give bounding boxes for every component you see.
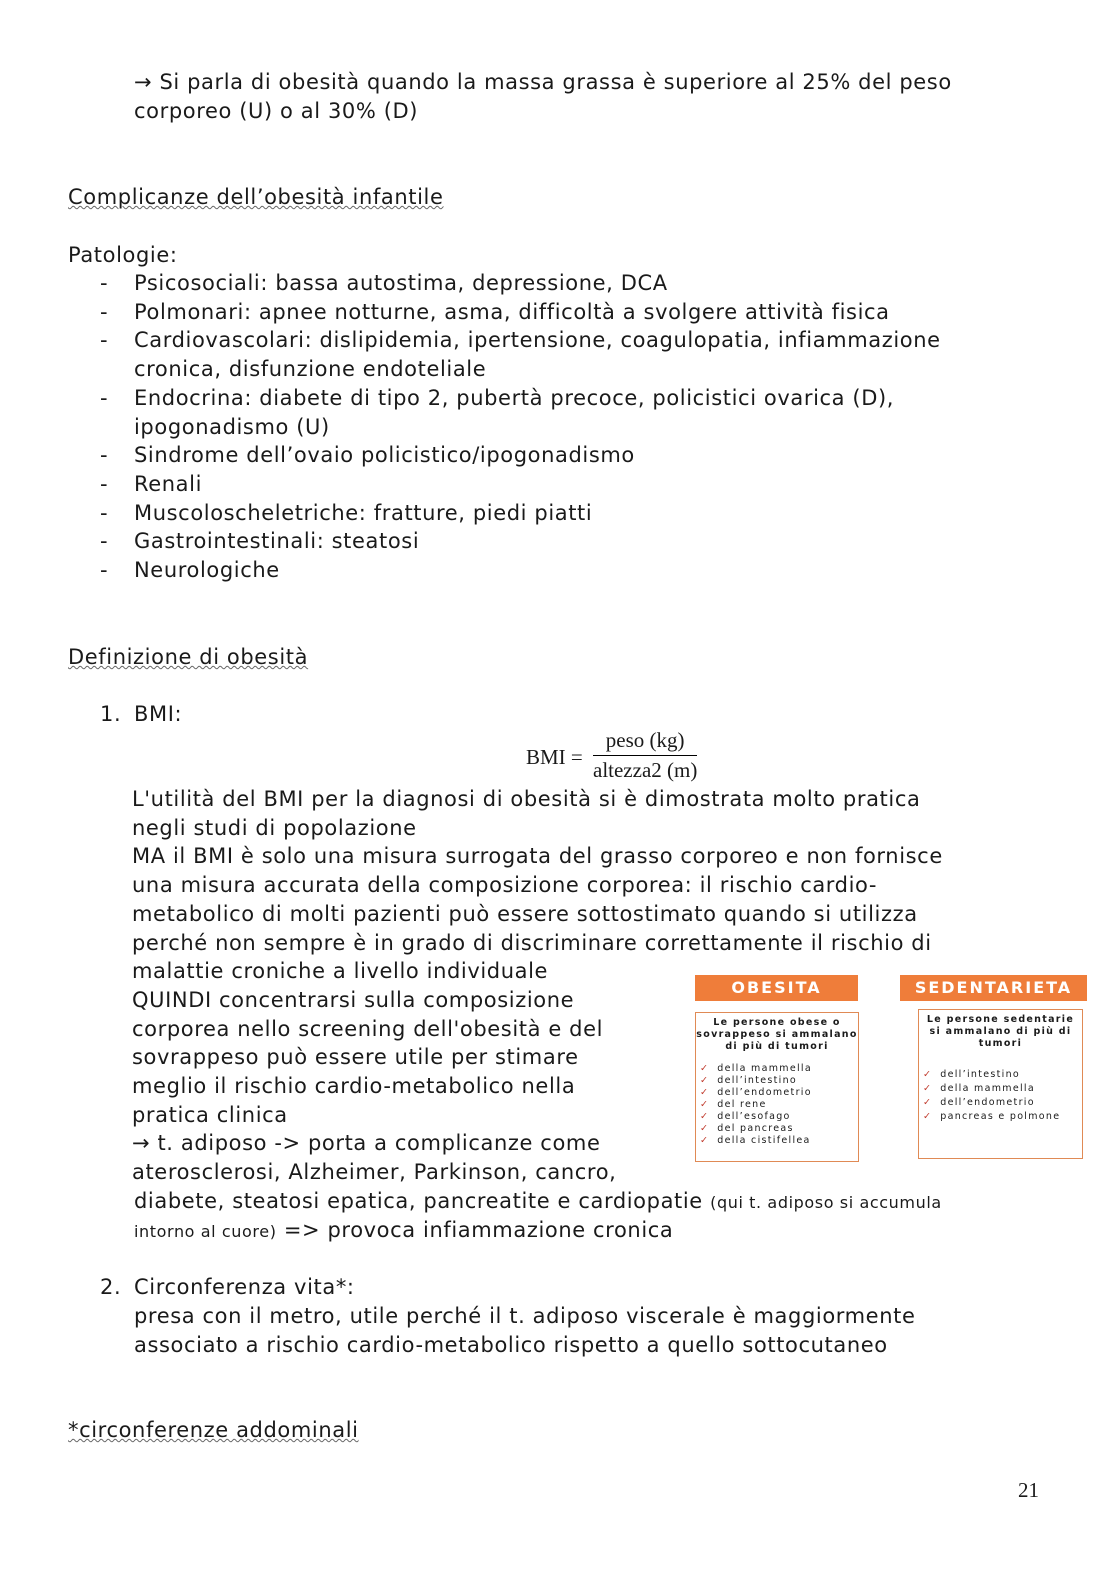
bmi-line: perché non sempre è in grado di discriminare correttamente il rischio di (132, 930, 932, 955)
bmi-line (134, 1187, 942, 1217)
section-heading-definition: Definizione di obesità (68, 645, 309, 669)
tumor-label: dell’endometrio (717, 1087, 812, 1098)
obesita-title: Le persone obese o sovrappeso si ammalano di più di tumori (696, 1017, 858, 1052)
check-icon: ✓ (923, 1111, 933, 1122)
bmi-line: corporea nello screening dell'obesità e del (132, 1016, 604, 1041)
tumor-item (700, 1123, 858, 1135)
note: intorno al cuore) (134, 1222, 277, 1241)
formula-numerator: peso (kg) (593, 728, 697, 756)
bmi-line (134, 1216, 673, 1246)
check-icon: ✓ (700, 1135, 710, 1146)
bullet: - (100, 385, 109, 410)
bullet: - (100, 471, 109, 496)
waist-line: associato a rischio cardio-metabolico rispetto a quello sottocutaneo (134, 1333, 888, 1357)
sedentarieta-list (923, 1068, 1082, 1124)
obesita-list (700, 1063, 858, 1147)
bullet: - (100, 299, 109, 324)
bmi-line: L'utilità del BMI per la diagnosi di obesità si è dimostrata molto pratica (132, 787, 921, 811)
pathology-item: Polmonari: apnee notturne, asma, difficoltà a svolgere attività fisica (134, 299, 890, 324)
obesita-box (695, 1012, 859, 1162)
bullet: - (100, 271, 109, 295)
bullet: - (100, 529, 109, 554)
bullet: - (100, 558, 109, 582)
tumor-label: della mammella (717, 1063, 812, 1074)
bmi-line: una misura accurata della composizione corporea: il rischio cardio- (132, 873, 878, 898)
pathology-item: Psicosociali: bassa autostima, depressione, DCA (134, 271, 668, 295)
pathology-item: Cardiovascolari: dislipidemia, ipertensione, coagulopatia, infiammazione (134, 328, 941, 353)
text: diabete, steatosi epatica, pancreatite e cardiopatie (134, 1189, 711, 1213)
formula-denominator: altezza2 (m) (593, 758, 698, 782)
tumor-item (700, 1075, 858, 1087)
bmi-line: pratica clinica (132, 1102, 288, 1127)
bmi-line: QUINDI concentrarsi sulla composizione (132, 987, 575, 1012)
note: (qui t. adiposo si accumula (710, 1193, 942, 1212)
bmi-line: aterosclerosi, Alzheimer, Parkinson, cancro, (132, 1160, 617, 1185)
pathology-item: ipogonadismo (U) (134, 414, 330, 439)
tumor-label: della mammella (940, 1083, 1035, 1094)
bmi-label: BMI: (134, 702, 183, 726)
intro-line: → Si parla di obesità quando la massa grassa è superiore al 25% del peso (134, 70, 952, 94)
tumor-item (700, 1087, 858, 1099)
sedentarieta-title: Le persone sedentarie si ammalano di più di tumori (926, 1014, 1075, 1049)
bmi-line: metabolico di molti pazienti può essere sottostimato quando si utilizza (132, 901, 918, 926)
tumor-label: dell’intestino (717, 1075, 798, 1086)
pathology-item: cronica, disfunzione endoteliale (134, 357, 487, 382)
pathology-item: Renali (134, 471, 203, 496)
pathology-item: Gastrointestinali: steatosi (134, 529, 420, 554)
tumor-label: del pancreas (717, 1123, 794, 1134)
bullet: - (100, 328, 109, 353)
check-icon: ✓ (700, 1099, 710, 1110)
tumor-item (923, 1082, 1082, 1096)
waist-label: Circonferenza vita*: (134, 1275, 355, 1299)
check-icon: ✓ (923, 1069, 933, 1080)
formula-lhs: BMI = (526, 745, 583, 769)
check-icon: ✓ (700, 1111, 710, 1122)
check-icon: ✓ (700, 1063, 710, 1074)
tumor-item (700, 1099, 858, 1111)
bullet: - (100, 500, 109, 525)
bmi-fraction (593, 728, 697, 783)
text: => provoca infiammazione cronica (276, 1218, 674, 1242)
waist-line: presa con il metro, utile perché il t. adiposo viscerale è maggiormente (134, 1304, 916, 1328)
bmi-line: malattie croniche a livello individuale (132, 959, 549, 984)
tumor-item (700, 1063, 858, 1075)
tumor-label: del rene (717, 1099, 767, 1110)
pathology-item: Neurologiche (134, 558, 280, 582)
bmi-line: meglio il rischio cardio-metabolico nella (132, 1074, 576, 1098)
tumor-label: della cistifellea (717, 1135, 811, 1146)
bmi-line: → t. adiposo -> porta a complicanze come (132, 1131, 601, 1156)
pathologies-label: Patologie: (68, 243, 178, 267)
pathology-item: Sindrome dell’ovaio policistico/ipogonadismo (134, 443, 635, 468)
footnote: *circonferenze addominali (68, 1418, 359, 1442)
tumor-label: dell’esofago (717, 1111, 791, 1122)
intro-line: corporeo (U) o al 30% (D) (134, 99, 419, 123)
pathology-item: Muscoloscheletriche: fratture, piedi piatti (134, 500, 593, 525)
check-icon: ✓ (923, 1083, 933, 1094)
obesita-header: OBESITA (695, 975, 858, 1001)
bmi-line: negli studi di popolazione (132, 815, 417, 840)
page-number: 21 (1018, 1478, 1039, 1502)
sedentarieta-header: SEDENTARIETA (900, 975, 1087, 1001)
tumor-label: dell’intestino (940, 1069, 1021, 1080)
pathology-item: Endocrina: diabete di tipo 2, pubertà precoce, policistici ovarica (D), (134, 385, 895, 410)
section-heading-complications: Complicanze dell’obesità infantile (68, 185, 444, 209)
list-number: 2. (100, 1275, 122, 1299)
tumor-item (923, 1110, 1082, 1124)
tumor-item (700, 1111, 858, 1123)
bmi-line: sovrappeso può essere utile per stimare (132, 1045, 579, 1070)
tumor-item (700, 1135, 858, 1147)
check-icon: ✓ (923, 1097, 933, 1108)
sedentarieta-box (918, 1009, 1083, 1159)
bmi-line: MA il BMI è solo una misura surrogata del grasso corporeo e non fornisce (132, 844, 943, 869)
tumor-label: dell’endometrio (940, 1097, 1035, 1108)
bullet: - (100, 443, 109, 468)
tumor-item (923, 1096, 1082, 1110)
tumor-item (923, 1068, 1082, 1082)
tumor-label: pancreas e polmone (940, 1111, 1061, 1122)
check-icon: ✓ (700, 1123, 710, 1134)
list-number: 1. (100, 702, 122, 726)
check-icon: ✓ (700, 1075, 710, 1086)
check-icon: ✓ (700, 1087, 710, 1098)
